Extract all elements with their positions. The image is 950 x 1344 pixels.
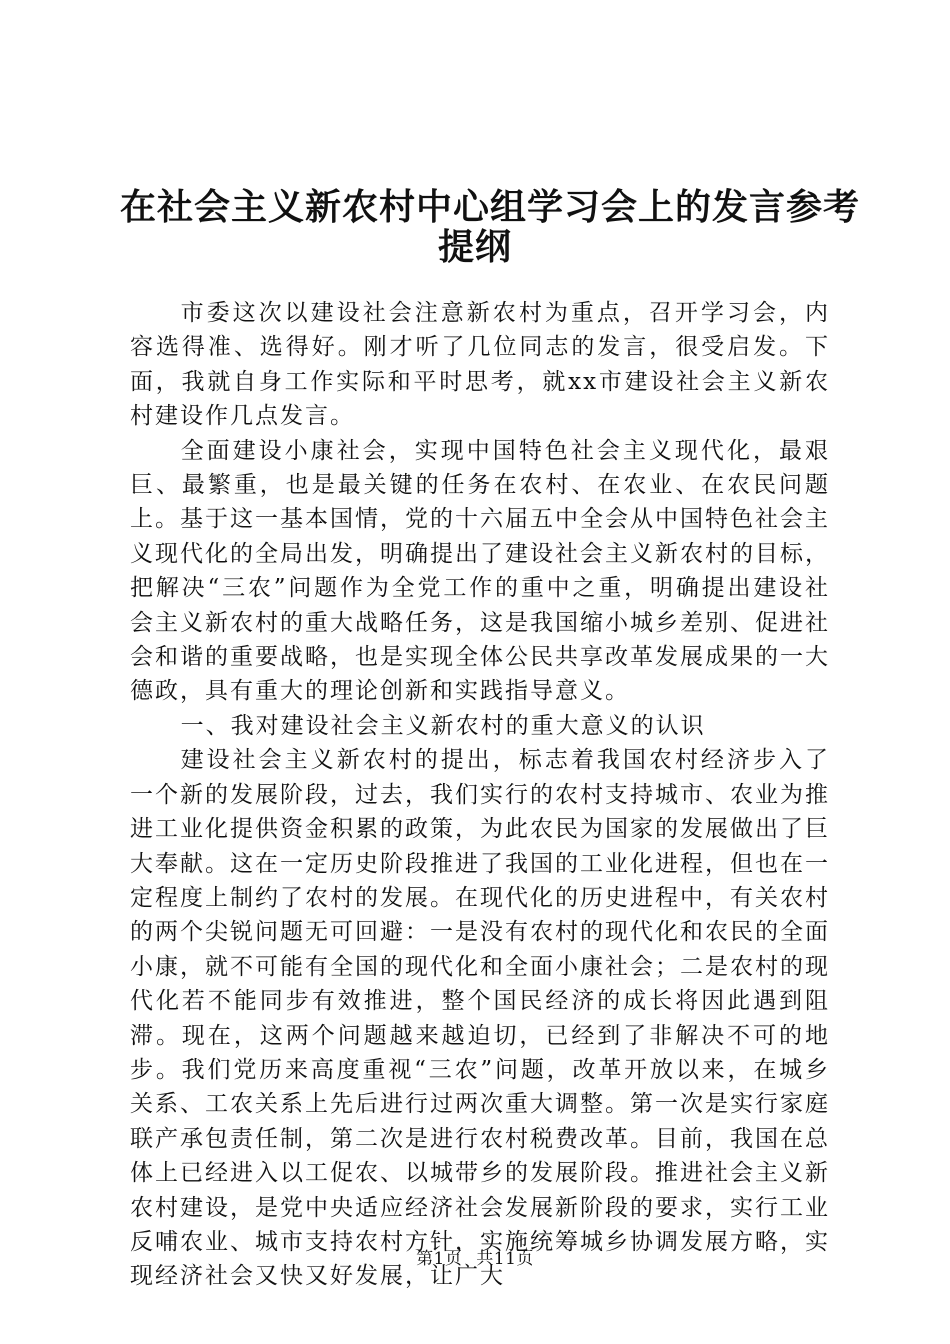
section-heading-1: 一、我对建设社会主义新农村的重大意义的认识: [180, 712, 706, 739]
paragraph-background: 全面建设小康社会，实现中国特色社会主义现代化，最艰巨、最繁重，也是最关键的任务在农村、在农业、在农民问题上。基于这一基本国情，党的十六届五中全会从中国特色社会主义现代化的全局出发，明确提出了建设社会主义新农村的目标，把解决“三农”问题作为全党工作的重中之重，明确提出建设社会主义新农村的重大战略任务，这是我国缩小城乡差别、促进社会和谐的重要战略，也是实现全体公民共享改革发展成果的一大德政，具有重大的理论创新和实践指导意义。: [130, 437, 830, 705]
paragraph-significance: 建设社会主义新农村的提出，标志着我国农村经济步入了一个新的发展阶段，过去，我们实行的农村支持城市、农业为推进工业化提供资金积累的政策，为此农民为国家的发展做出了巨大奉献。这在一定历史阶段推进了我国的工业化进程，但也在一定程度上制约了农村的发展。在现代化的历史进程中，有关农村的两个尖锐问题无可回避：一是没有农村的现代化和农民的全面小康，就不可能有全国的现代化和全面小康社会；二是农村的现代化若不能同步有效推进，整个国民经济的成长将因此遇到阻滞。现在，这两个问题越来越迫切，已经到了非解决不可的地步。我们党历来高度重视“三农”问题，改革开放以来，在城乡关系、工农关系上先后进行过两次重大调整。第一次是实行家庭联产承包责任制，第二次是进行农村税费改革。目前，我国在总体上已经进入以工促农、以城带乡的发展阶段。推进社会主义新农村建设，是党中央适应经济社会发展新阶段的要求，实行工业反哺农业、城市支持农村方针，实施统筹城乡协调发展方略，实现经济社会又快又好发展，让广大: [130, 747, 830, 1290]
document-title-line-2: 提纲: [437, 227, 512, 268]
document-body: [130, 296, 830, 1294]
page-total: 共11页: [476, 1249, 534, 1269]
document-title-line-1: 在社会主义新农村中心组学习会上的发言参考: [120, 187, 861, 228]
paragraph-intro: 市委这次以建设社会注意新农村为重点，召开学习会，内容选得准、选得好。刚才听了几位同志的发言，很受启发。下面，我就自身工作实际和平时思考，就xx市建设社会主义新农村建设作几点发言。: [130, 300, 830, 430]
page-footer: [0, 1244, 950, 1269]
page-number: 第1页: [416, 1249, 463, 1269]
